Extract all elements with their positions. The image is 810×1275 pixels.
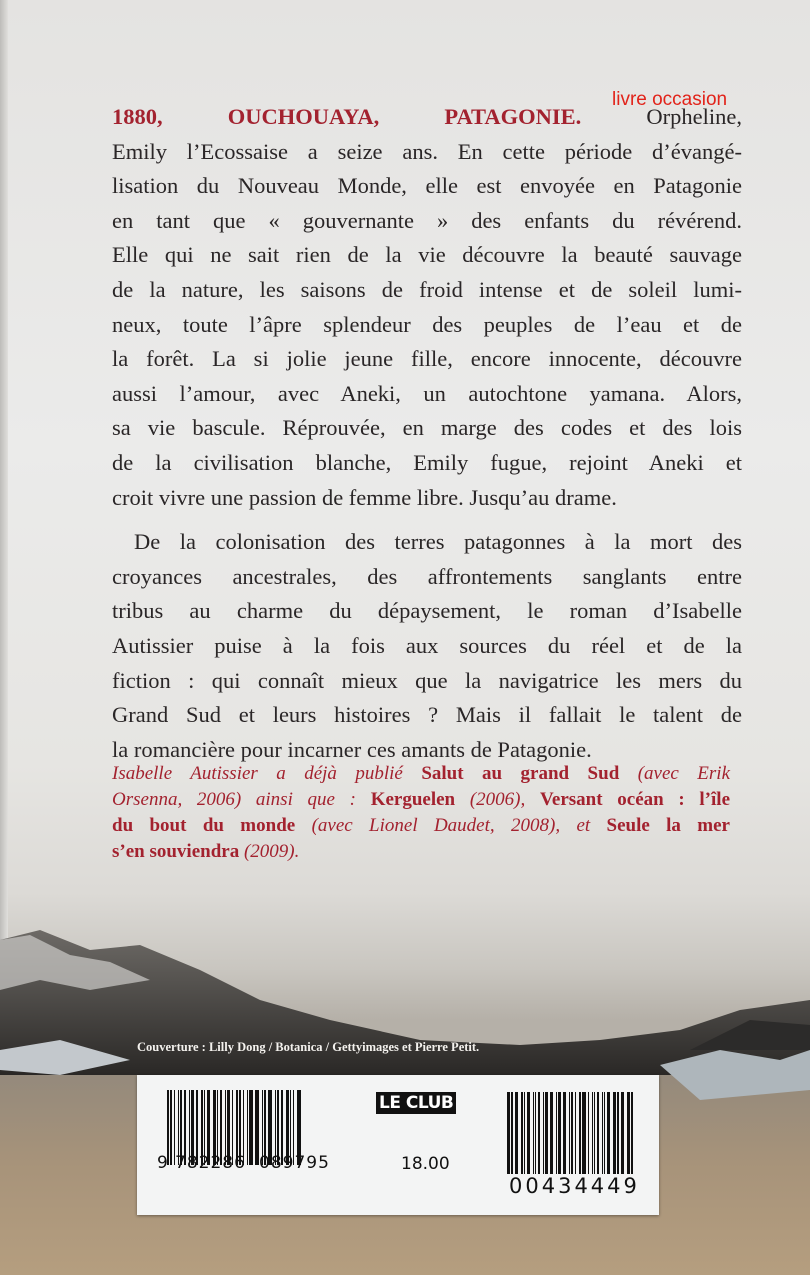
bio-text: Orsenna, 2006) ainsi que : xyxy=(112,789,371,810)
barcode-bar xyxy=(524,1092,525,1174)
barcode-bar xyxy=(621,1092,624,1174)
blurb-line: la forêt. La si jolie jeune fille, encore innocente, découvre xyxy=(112,346,742,372)
cover-credit: Couverture : Lilly Dong / Botanica / Gettyimages et Pierre Petit. xyxy=(137,1040,480,1054)
bio-line xyxy=(112,813,730,839)
barcode-bar xyxy=(543,1092,544,1174)
blurb-line: Autissier puise à la fois aux sources du réel et de la xyxy=(112,632,742,658)
barcode-bar xyxy=(545,1092,548,1174)
barcode-bar xyxy=(582,1092,586,1174)
blurb-lead: 1880, OUCHOUAYA, PATAGONIE. xyxy=(112,104,582,129)
barcode-bar xyxy=(607,1092,610,1174)
blurb-line: de la nature, les saisons de froid intense et de soleil lumi- xyxy=(112,276,742,302)
blurb-line: croit vivre une passion de femme libre. Jusqu’au drame. xyxy=(112,484,617,510)
blurb-line: en tant que « gouvernante » des enfants du révérend. xyxy=(112,207,742,233)
brand-logo: LE CLUB xyxy=(376,1092,456,1114)
blurb-line: fiction : qui connaît mieux que la navigatrice les mers du xyxy=(112,667,742,693)
blurb-line: Emily l’Ecossaise a seize ans. En cette période d’évangé- xyxy=(112,138,742,164)
stock-barcode xyxy=(507,1092,635,1174)
blurb-first-rest: Orpheline, xyxy=(581,104,742,129)
bio-text: (2006), xyxy=(455,789,540,810)
barcode-bar xyxy=(631,1092,633,1174)
barcode-bar xyxy=(550,1092,553,1174)
blurb-line: Grand Sud et leurs histoires ? Mais il fallait le talent de xyxy=(112,702,742,728)
bio-title: Kerguelen xyxy=(370,789,456,810)
barcode-bar xyxy=(535,1092,536,1174)
barcode-bar xyxy=(579,1092,581,1174)
author-bio xyxy=(112,761,730,865)
bio-title: Versant océan : l’île xyxy=(539,789,731,810)
blurb xyxy=(112,100,742,767)
barcode-bar xyxy=(515,1092,518,1174)
blurb-line: De la colonisation des terres patagonnes à la mort des xyxy=(134,529,742,555)
barcode-bar xyxy=(511,1092,513,1174)
blurb-line: croyances ancestrales, des affrontements sanglants entre xyxy=(112,563,742,589)
blurb-line-first xyxy=(112,100,742,135)
bio-title: s’en souviendra xyxy=(112,841,240,862)
paragraph-2 xyxy=(112,525,742,767)
barcode-bar xyxy=(627,1092,630,1174)
barcode-bar xyxy=(507,1092,510,1174)
barcode-bar xyxy=(588,1092,589,1174)
isbn-first-digit: 9 xyxy=(157,1153,168,1173)
bio-title: du bout du monde xyxy=(112,815,296,836)
barcode-bar xyxy=(597,1092,599,1174)
barcode-bar xyxy=(569,1092,570,1174)
blurb-line: neux, toute l’âpre splendeur des peuples de l’eau et de xyxy=(112,311,742,337)
barcode-bar xyxy=(602,1092,603,1174)
barcode-bar xyxy=(170,1090,172,1165)
blurb-line: sa vie bascule. Réprouvée, en marge des codes et des lois xyxy=(112,415,742,441)
barcode-bar xyxy=(527,1092,530,1174)
barcode-bar xyxy=(533,1092,534,1174)
blurb-line: la romancière pour incarner ces amants de Patagonie. xyxy=(112,736,592,762)
barcode-bar xyxy=(247,1090,248,1165)
barcode-bar xyxy=(592,1092,593,1174)
bio-line xyxy=(112,839,730,865)
barcode-bar xyxy=(538,1092,540,1174)
bio-line xyxy=(112,761,730,787)
bio-title: Seule la mer xyxy=(606,815,730,836)
barcode-bar xyxy=(521,1092,523,1174)
bio-text: (avec Erik xyxy=(619,763,731,784)
blurb-line: lisation du Nouveau Monde, elle est envoyée en Patagonie xyxy=(112,173,742,199)
isbn-right-digits: 089795 xyxy=(259,1153,330,1173)
barcode-bar xyxy=(558,1092,561,1174)
barcode-bar xyxy=(563,1092,566,1174)
blurb-line: Elle qui ne sait rien de la vie découvre la beauté sauvage xyxy=(112,242,742,268)
paragraph-1 xyxy=(112,135,742,516)
barcode-bar xyxy=(575,1092,576,1174)
isbn-left-digits: 782286 xyxy=(175,1153,246,1173)
blurb-line: aussi l’amour, avec Aneki, un autochtone yamana. Alors, xyxy=(112,380,742,406)
barcode-bar xyxy=(613,1092,616,1174)
bio-text: Isabelle Autissier a déjà publié xyxy=(112,763,422,784)
barcode-bar xyxy=(617,1092,619,1174)
blurb-line: de la civilisation blanche, Emily fugue, rejoint Aneki et xyxy=(112,449,742,475)
bio-title: Salut au grand Sud xyxy=(421,763,620,784)
bio-text: (avec Lionel Daudet, 2008), et xyxy=(295,815,607,836)
price-label xyxy=(137,1075,659,1215)
price: 18.00 xyxy=(401,1154,450,1174)
barcode-bar xyxy=(249,1090,253,1165)
watermark: livre occasion xyxy=(612,89,728,110)
blurb-line: tribus au charme du dépaysement, le roman d’Isabelle xyxy=(112,598,742,624)
barcode-bar xyxy=(571,1092,573,1174)
bio-text: (2009). xyxy=(239,841,300,862)
barcode-bar xyxy=(556,1092,557,1174)
stock-code: 00434449 xyxy=(509,1174,640,1198)
barcode-bar xyxy=(594,1092,595,1174)
bio-line xyxy=(112,787,730,813)
barcode-bar xyxy=(604,1092,605,1174)
